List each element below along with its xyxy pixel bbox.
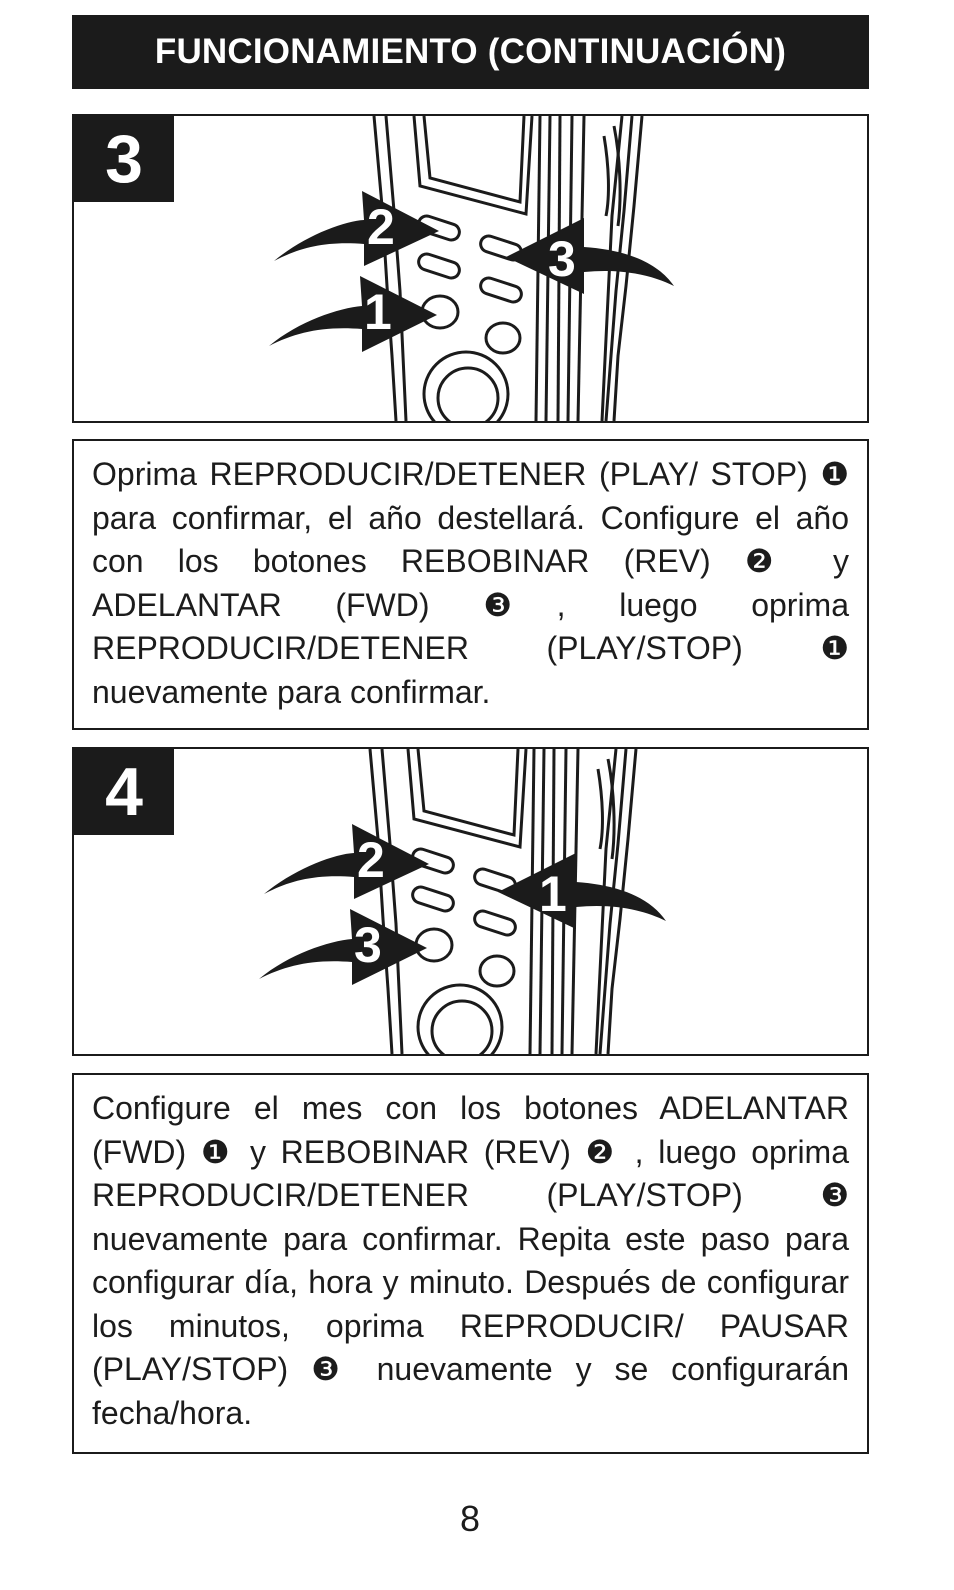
step-3-instructions bbox=[72, 439, 869, 730]
arrow-label-1: 1 bbox=[364, 284, 392, 340]
arrow-label-3: 3 bbox=[354, 917, 382, 973]
step-3-text: Oprima REPRODUCIR/DETENER (PLAY/ STOP) ❶ para confirmar, el año destellará. Configure el año con los botones REBOBINAR (REV) ❷ y ADELANTAR (FWD) ❸, luego oprima REPRODUCIR/DETENER (PLAY/STOP) ❶ nuevamente para confirmar. bbox=[92, 456, 849, 710]
step-3-number-tab bbox=[74, 116, 174, 202]
arrow-label-1: 1 bbox=[539, 866, 567, 922]
section-title: FUNCIONAMIENTO (CONTINUACIÓN) bbox=[154, 32, 787, 71]
step-3-illustration bbox=[72, 114, 869, 423]
page-number: 8 bbox=[459, 1498, 481, 1539]
step-4-number-tab bbox=[74, 749, 174, 835]
step-4-number: 4 bbox=[105, 754, 143, 830]
step-4-text: Configure el mes con los botones ADELANTAR (FWD) ❶ y REBOBINAR (REV) ❷ , luego oprima REPRODUCIR/DETENER (PLAY/STOP) ❸ nuevamente para confirmar. Repita este paso para configurar día, hora y minuto. Después de configurar los minutos, oprima REPRODUCIR/ PAUSAR (PLAY/STOP) ❸ nuevamente y se configurarán fecha/hora. bbox=[92, 1090, 849, 1431]
recorder-drawing-step-3 bbox=[74, 116, 867, 421]
recorder-drawing-step-4 bbox=[74, 749, 867, 1054]
step-4-instructions bbox=[72, 1073, 869, 1454]
arrow-label-3: 3 bbox=[548, 231, 576, 287]
step-4-illustration bbox=[72, 747, 869, 1056]
step-3-number: 3 bbox=[105, 121, 143, 197]
arrow-label-2: 2 bbox=[367, 199, 395, 255]
arrow-label-2: 2 bbox=[357, 832, 385, 888]
section-header bbox=[72, 15, 869, 89]
